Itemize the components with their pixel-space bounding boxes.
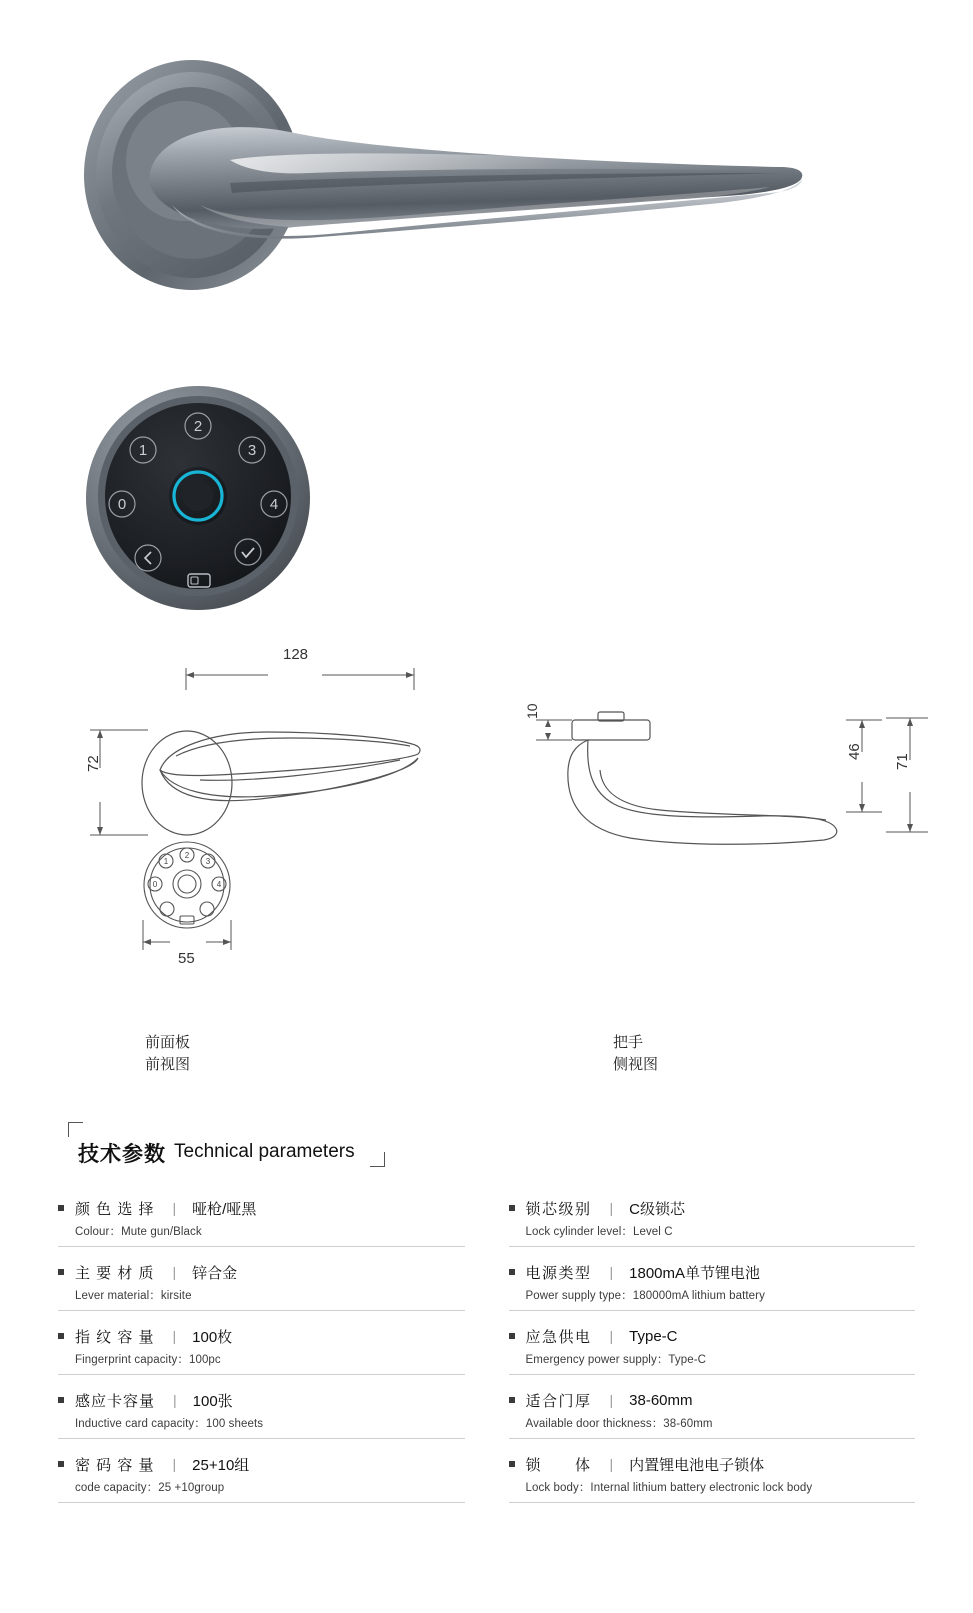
spec-value-cn: 内置锂电池电子锁体 bbox=[629, 1456, 765, 1474]
spec-row bbox=[509, 1318, 916, 1375]
spec-value-cn: 38-60mm bbox=[629, 1391, 693, 1409]
svg-text:0: 0 bbox=[152, 880, 158, 889]
spec-label-en: Power supply type：180000mA lithium battery bbox=[525, 1290, 765, 1302]
spec-row bbox=[58, 1446, 465, 1503]
spec-label-en: Lock cylinder level：Level C bbox=[525, 1226, 673, 1238]
spec-row bbox=[509, 1446, 916, 1503]
spec-label-cn: 锁 体 bbox=[525, 1456, 592, 1474]
svg-text:4: 4 bbox=[269, 496, 279, 513]
caption-front-panel bbox=[145, 1032, 190, 1076]
spec-label-cn: 适合门厚 bbox=[525, 1392, 592, 1410]
bullet-icon bbox=[58, 1397, 64, 1403]
product-hero bbox=[0, 0, 973, 360]
spec-separator: | bbox=[609, 1200, 614, 1216]
spec-value-cn: 哑枪/哑黑 bbox=[192, 1200, 257, 1218]
svg-text:3: 3 bbox=[205, 857, 211, 866]
spec-value-cn: 锌合金 bbox=[192, 1264, 238, 1282]
spec-row bbox=[58, 1254, 465, 1311]
spec-label-en: Lock body：Internal lithium battery electronic lock body bbox=[525, 1482, 813, 1494]
bullet-icon bbox=[509, 1333, 515, 1339]
svg-text:1: 1 bbox=[138, 442, 148, 459]
spec-separator: | bbox=[609, 1456, 614, 1472]
tech-title-en: Technical parameters bbox=[174, 1141, 355, 1162]
spec-value-cn: 1800mA单节锂电池 bbox=[629, 1264, 761, 1282]
spec-separator: | bbox=[173, 1392, 177, 1408]
lever-handle-image bbox=[80, 55, 820, 300]
spec-label-cn: 电源类型 bbox=[525, 1264, 592, 1282]
spec-label-cn: 密 码 容 量 bbox=[75, 1456, 155, 1474]
bullet-icon bbox=[58, 1269, 64, 1275]
dimension-128: 128 bbox=[283, 646, 309, 663]
bullet-icon bbox=[509, 1269, 515, 1275]
spec-label-cn: 指 纹 容 量 bbox=[75, 1328, 155, 1346]
dimension-55: 55 bbox=[178, 950, 195, 967]
bullet-icon bbox=[509, 1461, 515, 1467]
keypad-panel-image bbox=[80, 380, 320, 625]
bullet-icon bbox=[58, 1205, 64, 1211]
spec-label-en: Lever material：kirsite bbox=[75, 1290, 192, 1302]
spec-column-left bbox=[58, 1190, 465, 1510]
dimension-10: 10 bbox=[524, 703, 540, 719]
bullet-icon bbox=[509, 1205, 515, 1211]
svg-text:2: 2 bbox=[184, 851, 190, 860]
spec-table bbox=[0, 1190, 973, 1510]
spec-separator: | bbox=[609, 1328, 614, 1344]
spec-label-cn: 主 要 材 质 bbox=[75, 1264, 155, 1282]
caption-front-panel-line1: 前面板 bbox=[145, 1034, 191, 1051]
spec-label-en: code capacity：25 +10group bbox=[75, 1482, 225, 1494]
bullet-icon bbox=[509, 1397, 515, 1403]
bracket-bottom-right bbox=[370, 1152, 385, 1167]
bullet-icon bbox=[58, 1333, 64, 1339]
caption-handle-side bbox=[613, 1032, 658, 1076]
spec-label-cn: 颜 色 选 择 bbox=[75, 1200, 155, 1218]
dimension-46: 46 bbox=[846, 743, 863, 760]
spec-row bbox=[509, 1254, 916, 1311]
tech-title-cn: 技术参数 bbox=[78, 1143, 166, 1166]
spec-separator: | bbox=[609, 1392, 614, 1408]
svg-text:1: 1 bbox=[163, 857, 169, 866]
spec-label-en: Fingerprint capacity：100pc bbox=[75, 1354, 221, 1366]
spec-row bbox=[509, 1190, 916, 1247]
bracket-top-left bbox=[68, 1122, 83, 1137]
spec-separator: | bbox=[172, 1456, 177, 1472]
spec-value-cn: 100张 bbox=[192, 1392, 233, 1410]
spec-column-right bbox=[509, 1190, 916, 1510]
svg-text:2: 2 bbox=[193, 418, 203, 435]
spec-value-cn: Type-C bbox=[629, 1327, 678, 1345]
tech-parameters-header bbox=[68, 1122, 408, 1180]
svg-text:4: 4 bbox=[216, 880, 222, 889]
spec-label-en: Emergency power supply：Type-C bbox=[525, 1354, 707, 1366]
bullet-icon bbox=[58, 1461, 64, 1467]
spec-label-en: Inductive card capacity：100 sheets bbox=[75, 1418, 264, 1430]
caption-handle-side-line1: 把手 bbox=[613, 1034, 644, 1051]
spec-label-en: Available door thickness：38-60mm bbox=[525, 1418, 713, 1430]
spec-label-cn: 应急供电 bbox=[525, 1328, 592, 1346]
svg-text:3: 3 bbox=[247, 442, 257, 459]
spec-label-cn: 锁芯级别 bbox=[525, 1200, 592, 1218]
spec-value-cn: C级锁芯 bbox=[629, 1200, 685, 1218]
spec-separator: | bbox=[172, 1328, 177, 1344]
spec-value-cn: 100枚 bbox=[192, 1328, 233, 1346]
caption-handle-side-line2: 侧视图 bbox=[613, 1056, 659, 1073]
dimension-72: 72 bbox=[85, 755, 102, 772]
dimension-drawings bbox=[0, 620, 973, 1080]
caption-front-panel-line2: 前视图 bbox=[145, 1056, 191, 1073]
spec-separator: | bbox=[609, 1264, 614, 1280]
spec-row bbox=[58, 1190, 465, 1247]
dimension-71: 71 bbox=[894, 753, 911, 770]
spec-value-cn: 25+10组 bbox=[192, 1456, 250, 1474]
svg-text:0: 0 bbox=[117, 496, 127, 513]
spec-separator: | bbox=[172, 1264, 177, 1280]
spec-label-cn: 感应卡容量 bbox=[75, 1392, 156, 1410]
spec-label-en: Colour：Mute gun/Black bbox=[75, 1226, 202, 1238]
spec-row bbox=[58, 1382, 465, 1439]
spec-row bbox=[58, 1318, 465, 1375]
spec-row bbox=[509, 1382, 916, 1439]
spec-separator: | bbox=[172, 1200, 177, 1216]
